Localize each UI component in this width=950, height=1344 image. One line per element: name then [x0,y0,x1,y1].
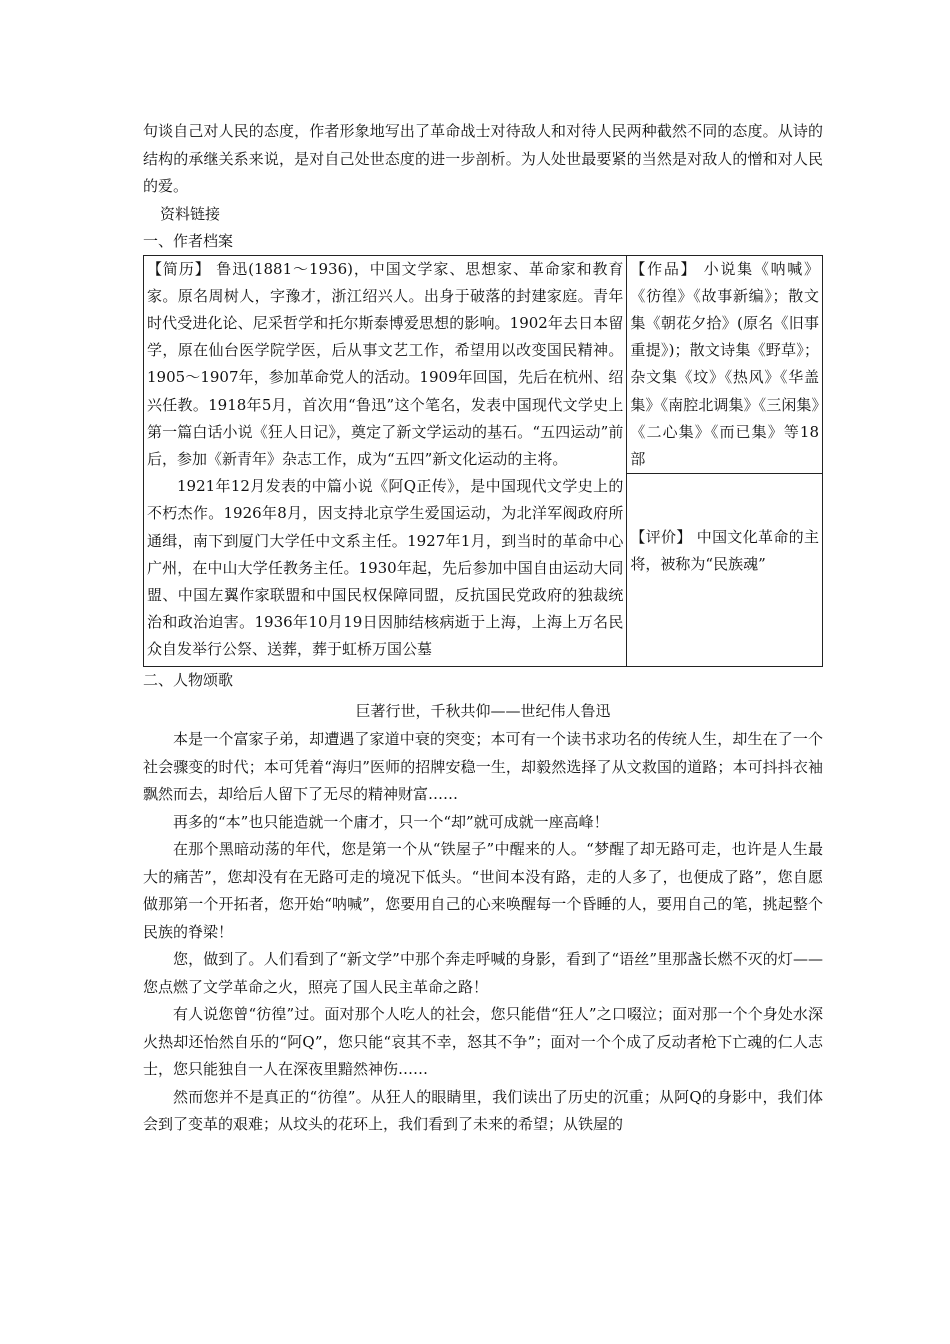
section-title: 资料链接 [160,204,221,223]
part-one-title: 一、作者档案 [143,231,234,250]
document-page [143,118,823,1139]
ode-paragraph: 您，做到了。人们看到了“新文学”中那个奔走呼喊的身影，看到了“语丝”里那盏长燃不灭的灯——您点燃了文学革命之火，照亮了国人民主革命之路！ [143,950,823,996]
works-text: 【作品】 小说集《呐喊》《彷徨》《故事新编》；散文集《朝花夕拾》(原名《旧事重提》)；散文诗集《野草》；杂文集《坟》《热风》《华盖集》《南腔北调集》《三闲集》《二心集》《而已集》等18部 [630,259,819,468]
biography-paragraph-1: 【简历】 鲁迅(1881～1936)，中国文学家、思想家、革命家和教育家。原名周树人，字豫才，浙江绍兴人。出身于破落的封建家庭。青年时代受进化论、尼采哲学和托尔斯泰博爱思想的影响。1902年去日本留学，原在仙台医学院学医，后从事文艺工作，希望用以改变国民精神。1905～1907年，参加革命党人的活动。1909年回国，先后在杭州、绍兴任教。1918年5月，首次用“鲁迅”这个笔名，发表中国现代文学史上第一篇白话小说《狂人日记》，奠定了新文学运动的基石。“五四运动”前后，参加《新青年》杂志工作，成为“五四”新文化运动的主将。 [147,259,624,468]
ode-title: 巨著行世，千秋共仰——世纪伟人鲁迅 [355,702,611,721]
biography-paragraph-2: 1921年12月发表的中篇小说《阿Q正传》，是中国现代文学史上的不朽杰作。1926年8月，因支持北京学生爱国运动，为北洋军阀政府所通缉，南下到厦门大学任中文系主任。1927年1月，到当时的革命中心广州，在中山大学任教务主任。1930年起，先后参加中国自由运动大同盟、中国左翼作家联盟和中国民权保障同盟，反抗国民党政府的独裁统治和政治迫害。1936年10月19日因肺结核病逝于上海，上海上万名民众自发举行公祭、送葬，葬于虹桥万国公墓 [147,477,624,659]
ode-paragraph: 然而您并不是真正的“彷徨”。从狂人的眼睛里，我们读出了历史的沉重；从阿Q的身影中，我们体会到了变革的艰难；从坟头的花环上，我们看到了未来的希望；从铁屋的 [143,1087,823,1134]
ode-paragraph: 有人说您曾“彷徨”过。面对那个人吃人的社会，您只能借“狂人”之口啜泣；面对那一个个身处水深火热却还怡然自乐的“阿Q”，您只能“哀其不幸，怒其不争”；面对一个个成了反动者枪下亡魂的仁人志士，您只能独自一人在深夜里黯然神伤…… [143,1005,823,1079]
ode-paragraph: 再多的“本”也只能造就一个庸才，只一个“却”就可成就一座高峰！ [173,812,609,831]
author-archive-table [143,255,823,668]
ode-paragraph: 在那个黑暗动荡的年代，您是第一个从“铁屋子”中醒来的人。“梦醒了却无路可走，也许是人生最大的痛苦”，您却没有在无路可走的境况下低头。“世间本没有路，走的人多了，也便成了路”，您自愿做那第一个开拓者，您开始“呐喊”，您要用自己的心来唤醒每一个昏睡的人，要用自己的笔，挑起整个民族的脊梁！ [143,840,823,941]
evaluation-text: 【评价】 中国文化革命的主将，被称为“民族魂” [630,528,819,574]
ode-paragraph: 本是一个富家子弟，却遭遇了家道中衰的突变；本可有一个读书求功名的传统人生，却生在了一个社会骤变的时代；本可凭着“海归”医师的招牌安稳一生，却毅然选择了从文救国的道路；本可抖抖衣袖飘然而去，却给后人留下了无尽的精神财富…… [143,730,823,804]
evaluation-cell [627,474,823,667]
intro-paragraph: 句谈自己对人民的态度，作者形象地写出了革命战士对待敌人和对待人民两种截然不同的态度。从诗的结构的承继关系来说，是对自己处世态度的进一步剖析。为人处世最要紧的当然是对敌人的憎和对人民的爱。 [143,122,823,195]
works-cell [627,255,823,474]
biography-cell [144,255,627,667]
part-two-title: 二、人物颂歌 [143,671,234,690]
